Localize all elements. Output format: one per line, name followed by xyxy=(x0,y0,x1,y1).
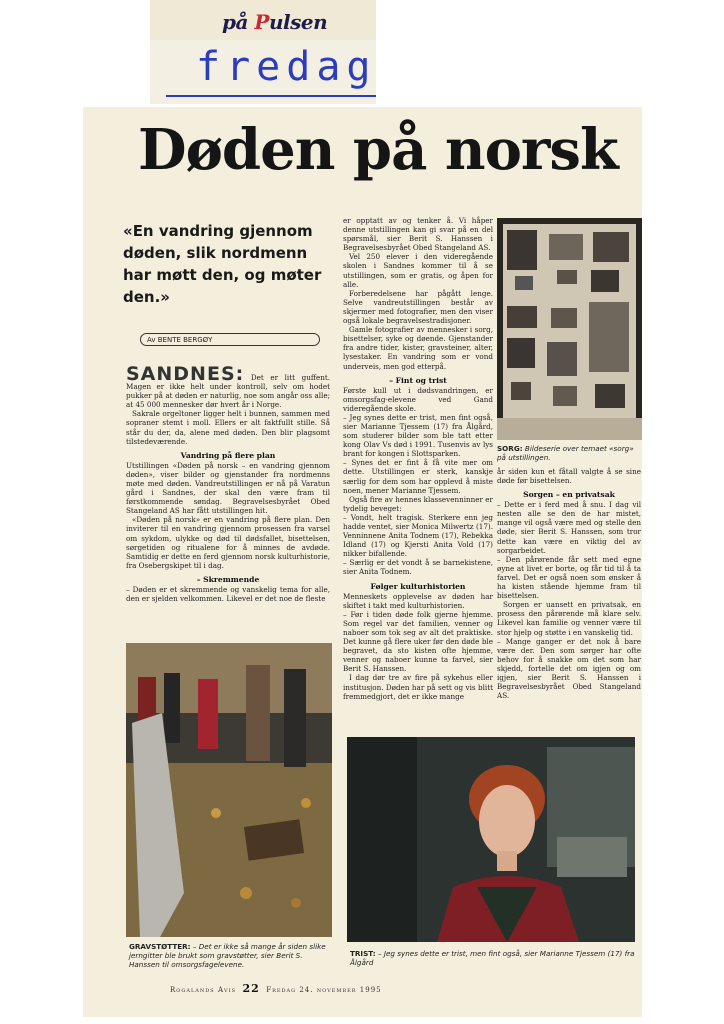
header-underline xyxy=(166,95,376,97)
article-column-3 xyxy=(497,467,641,700)
subheading: – Skremmende xyxy=(196,574,260,584)
caption-label: TRIST: xyxy=(350,949,376,958)
paragraph: Sakrale orgeltoner ligger helt i bunnen, sammen med sopraner stemt i moll. Ellers er alt faktfullt stille. Så står du der, da, alene med døden. Den blir plagsomt tilstedeværende. xyxy=(126,409,330,446)
caption-sorg xyxy=(497,444,642,462)
byline: Av BENTE BERGØY xyxy=(140,333,320,346)
section-logo: på Pulsen xyxy=(222,10,328,34)
paragraph: I dag dør tre av fire på sykehus eller institusjon. Døden har på sett og vis blitt fremmedgjort, det er ikke mange xyxy=(343,673,493,701)
paragraph: Sorgen er uansett en privatsak, en prosess den pårørende må klare selv. Likevel kan familie og venner være til stor hjelp og støtte i en vanskelig tid. xyxy=(497,600,641,637)
paragraph: Menneskets opplevelse av døden har skiftet i takt med kulturhistorien. xyxy=(343,591,493,610)
day-heading: fredag xyxy=(196,44,377,90)
caption-text: Bildeserie over temaet «sorg» på utstillingen. xyxy=(497,444,634,462)
article-column-1 xyxy=(126,363,330,603)
pull-quote: «En vandring gjennom døden, slik nordmenn har møtt den, og møter den.» xyxy=(123,222,322,306)
paragraph: – Døden er et skremmende og vanskelig tema for alle, den er sjelden velkommen. Likevel er det noe de fleste xyxy=(126,584,330,603)
paragraph: – Vondt, helt tragisk. Sterkere enn jeg hadde ventet, sier Monica Milwertz (17). Venninnene Anita Todnem (17), Rebekka Idland (17) og Kjersti Anita Vold (17) nikker bifallende. xyxy=(343,512,493,559)
subheading: Følger kulturhistorien xyxy=(370,581,466,591)
caption-gravstotter xyxy=(129,942,333,969)
paragraph: – Synes det er fint å få vite mer om dette. Utstillingen er sterk, kanskje særlig for dem som har opplevd å miste noen, mener Marianne Tjessem. xyxy=(343,458,493,495)
photo-gravstotter-image xyxy=(126,643,332,937)
paragraph: er opptatt av og tenker å. Vi håper denne utstillingen kan gi svar på en del spørsmål, sier Berit S. Hanssen i Begravelsesbyrået Obed Stangeland AS. xyxy=(343,216,493,253)
caption-label: GRAVSTØTTER: xyxy=(129,942,191,951)
paragraph: – Dette er i ferd med å snu. I dag vil nesten alle se den de har mistet, mange vil også være med og stelle den døde, sier Berit S. Hanssen, som tror dette kan være en viktig del av sorgarbeidet. xyxy=(497,500,641,555)
paragraph: år siden kun et fåtall valgte å se sine døde før bisettelsen. xyxy=(497,467,641,486)
paragraph: Vel 250 elever i den videregående skolen i Sandnes kommer til å se utstillingen, som er gratis, og åpen for alle. xyxy=(343,252,493,289)
paragraph: Utstillingen «Døden på norsk – en vandring gjennom døden», viser bilder og gjenstander fra nordmenns møte med døden. Vandreutstillingen er nå på Varatun gård i Sandnes, der skal den være fram til førstkommende søndag. Begravelsesbyrået Obed Stangeland AS har fått utstillingen hit. xyxy=(126,460,330,516)
page-footer xyxy=(170,982,430,995)
photo-sorg-image xyxy=(497,218,642,440)
caption-label: SORG: xyxy=(497,444,523,453)
page-number: 22 xyxy=(242,982,260,995)
paragraph: Også fire av hennes klassevenninner er tydelig beveget: xyxy=(343,494,493,513)
paragraph: – Særlig er det vondt å se barnekistene, sier Anita Todnem. xyxy=(343,558,493,577)
photo-trist xyxy=(347,737,635,942)
paragraph: – Før i tiden døde folk gjerne hjemme. Som regel var det familien, venner og naboer som tok seg av alt det praktiske. Det kunne gå flere uker før den døde ble begravet, da sto kisten ofte hjemme, venner og naboer kunne ta farvel, sier Berit S. Hanssen. xyxy=(343,609,493,674)
paragraph: – Mange ganger er det nok å bare være der. Den som sørger har ofte behov for å snakke om det som har skjedd, fortelle det om igjen og om igjen, sier Berit S. Hanssen i Begravelsesbyrået Obed Stangeland AS. xyxy=(497,636,641,701)
photo-gravstotter xyxy=(126,643,332,937)
article-title: Døden på norsk xyxy=(138,117,618,183)
caption-text: – Det er ikke så mange år siden slike jerngitter ble brukt som gravstøtter, sier Berit S. Hanssen til omsorgsfagelevene. xyxy=(129,942,326,969)
dateline: SANDNES: xyxy=(126,363,245,385)
paragraph: Første kull ut i dødsvandringen, er omsorgsfag-elevene ved Gand videregående skole. xyxy=(343,385,493,413)
paper-name: Rogalands Avis xyxy=(170,986,237,994)
subheading: Sorgen – en privatsak xyxy=(523,490,615,500)
paragraph: Forberedelsene har pågått lenge. Selve vandreutstillingen består av skjermer med fotografier, men den viser også lokale begravelsestradisjoner. xyxy=(343,288,493,326)
paragraph: «Døden på norsk» er en vandring på flere plan. Den inviterer til en vandring gjennom prosessen fra varsel om sykdom, ulykke og død til dødsfallet, bisettelsen, sørgetiden og ritualene for å minnes de avdøde. Samtidig er dette en ferd gjennom norsk kulturhistorie, fra Osebergskipet til i dag. xyxy=(126,515,330,570)
issue-date: Fredag 24. november 1995 xyxy=(266,986,382,994)
caption-trist xyxy=(350,949,640,967)
paragraph: – Jeg synes dette er trist, men fint også, sier Marianne Tjessem (17) fra Ålgård, som studerer bilder som ble tatt etter kong Olav Vs død i 1991. Tusenvis av lys brant for kongen i Slottsparken. xyxy=(343,412,493,459)
caption-text: – Jeg synes dette er trist, men fint også, sier Marianne Tjessem (17) fra Ålgård xyxy=(350,949,635,967)
photo-sorg xyxy=(497,218,642,440)
subheading: Vandring på flere plan xyxy=(180,450,276,460)
subheading: – Fint og trist xyxy=(389,375,447,385)
paragraph: – Den pårørende får sett med egne øyne at livet er borte, og får tid til å ta farvel. Det er også noen som ønsker å ha kisten stående hjemme fram til bisettelsen. xyxy=(497,554,641,601)
lead-paragraph: SANDNES: Det er litt guffent. Magen er ikke helt under kontroll, selv om hodet pukker på at døden er naturlig, noe som angår oss alle; at 45 000 mennesker dør hvert år i Norge. xyxy=(126,363,330,410)
article-column-2 xyxy=(343,216,493,701)
paragraph: Gamle fotografier av mennesker i sorg, bisettelser, syke og døende. Gjenstander fra andre tider, kister, gravsteiner, alter, lysestaker. En vandring som er vond underveis, men god etterpå. xyxy=(343,325,493,371)
photo-trist-image xyxy=(347,737,635,942)
